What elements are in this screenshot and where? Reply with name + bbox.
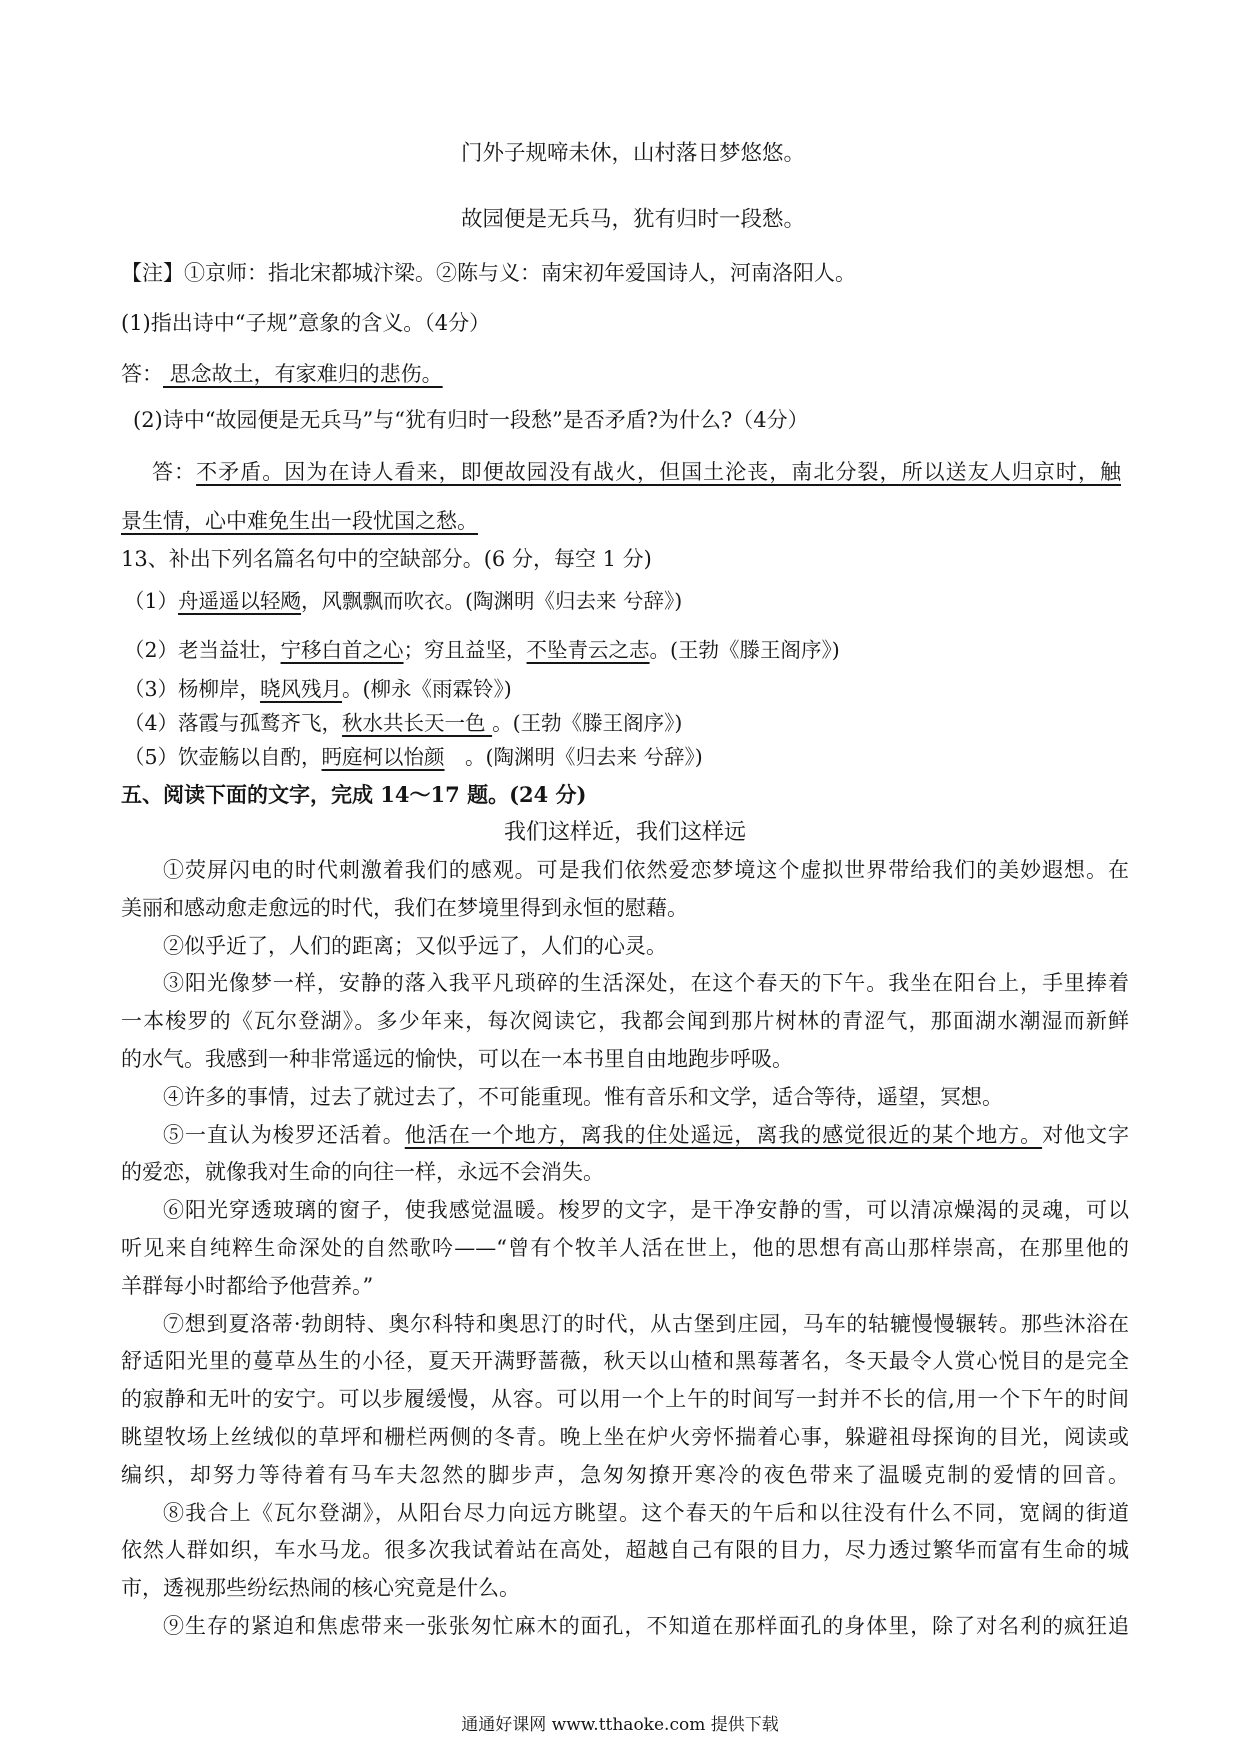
article-line: ③阳光像梦一样，安静的落入我平凡琐碎的生活深处，在这个春天的下午。我坐在阳台上，手里捧着 <box>163 971 1129 996</box>
article-line <box>121 1117 1129 1155</box>
article-line: 的水气。我感到一种非常遥远的愉快，可以在一本书里自由地跑步呼吸。 <box>121 1046 793 1071</box>
underlined-answer-text: 不坠青云之志 <box>526 638 650 662</box>
article-line: 羊群每小时都给予他营养。” <box>121 1273 374 1298</box>
annotation-note: 【注】①京师：指北宋都城汴梁。②陈与义：南宋初年爱国诗人，河南洛阳人。 <box>121 261 856 285</box>
article-line: 依然人群如织，车水马龙。很多次我试着站在高处，超越自己有限的目力，尽力透过繁华而富有生命的城 <box>121 1538 1129 1563</box>
paragraph-5 <box>121 1117 1129 1193</box>
underlined-answer-text: 秋水共长天一色 <box>342 711 493 735</box>
text-segment: ⑤一直认为梭罗还活着。 <box>163 1122 405 1147</box>
underlined-answer-text: 舟遥遥以轻飏 <box>178 589 302 613</box>
text-segment: 答： <box>152 460 197 484</box>
article-title: 我们这样近，我们这样远 <box>504 820 747 845</box>
paragraph-3 <box>121 965 1129 1078</box>
text-segment: ，风飘飘而吹衣。(陶渊明《归去来 兮辞》) <box>301 589 683 613</box>
article-line: 听见来自纯粹生命深处的自然歌吟——“曾有个牧羊人活在世上，他的思想有高山那样崇高，在那里他的 <box>121 1235 1129 1260</box>
question-1: (1)指出诗中“子规”意象的含义。（4分） <box>121 311 491 335</box>
article-body <box>121 852 1129 1646</box>
answer-2-line-1 <box>152 454 1121 490</box>
text-segment: （4）落霞与孤鹜齐飞， <box>124 711 343 735</box>
paragraph-6 <box>121 1192 1129 1305</box>
text-segment: 答： <box>121 362 163 386</box>
quote-item-3 <box>124 671 512 707</box>
text-segment: 对他文字 <box>1042 1122 1130 1147</box>
article-line: 眺望牧场上丝绒似的草坪和栅栏两侧的冬青。晚上坐在炉火旁怀揣着心事，躲避祖母探询的目光，阅读或 <box>121 1424 1129 1449</box>
paragraph-4 <box>121 1079 1129 1117</box>
text-segment: 。(柳永《雨霖铃》) <box>342 677 512 701</box>
text-segment: （1） <box>124 589 179 613</box>
paragraph-9 <box>121 1608 1129 1646</box>
article-line: ①荧屏闪电的时代刺激着我们的感观。可是我们依然爱恋梦境这个虚拟世界带给我们的美妙遐想。在 <box>163 858 1129 882</box>
article-line: ②似乎近了，人们的距离；又似乎远了，人们的心灵。 <box>163 933 667 958</box>
article-line: 的寂静和无叶的安宁。可以步履缓慢，从容。可以用一个上午的时间写一封并不长的信,用一个下午的时间 <box>121 1387 1129 1412</box>
quote-item-1 <box>124 583 682 619</box>
underlined-answer-text: 不矛盾。因为在诗人看来，即便故园没有战火，但国土沦丧，南北分裂，所以送友人归京时，触 <box>196 460 1121 484</box>
answer-2-line-2 <box>121 503 478 539</box>
article-line: ④许多的事情，过去了就过去了，不可能重现。惟有音乐和文学，适合等待，遥望，冥想。 <box>163 1084 1003 1109</box>
article-line: 市，透视那些纷纭热闹的核心究竟是什么。 <box>121 1576 520 1601</box>
text-segment: 。(陶渊明《归去来 兮辞》) <box>444 745 703 769</box>
article-line: 的爱恋，就像我对生命的向往一样，永远不会消失。 <box>121 1160 604 1185</box>
article-line: ⑧我合上《瓦尔登湖》，从阳台尽力向远方眺望。这个春天的午后和以往没有什么不同，宽阔的街道 <box>163 1500 1129 1525</box>
text-segment: （5）饮壶觞以自酌， <box>124 745 322 769</box>
quote-item-2 <box>124 632 840 668</box>
paragraph-7 <box>121 1306 1129 1495</box>
paragraph-2 <box>121 928 1129 966</box>
article-line: 一本梭罗的《瓦尔登湖》。多少年来，每次阅读它，我都会闻到那片树林的青涩气，那面湖水潮湿而新鲜 <box>121 1009 1129 1034</box>
underlined-answer-text: 晓风残月 <box>260 677 343 701</box>
underlined-answer-text: 景生情，心中难免生出一段忧国之愁。 <box>121 509 478 533</box>
article-line: 编织，却努力等待着有马车夫忽然的脚步声，急匆匆撩开寒冷的夜色带来了温暖克制的爱情的回音。 <box>121 1462 1129 1487</box>
question-13: 13、补出下列名篇名句中的空缺部分。(6 分，每空 1 分) <box>121 547 652 571</box>
page-footer: 通通好课网 www.tthaoke.com 提供下载 <box>461 1715 779 1735</box>
text-segment: ；穷且益坚， <box>403 638 527 662</box>
paragraph-1 <box>121 852 1129 928</box>
quote-item-5 <box>124 739 703 775</box>
text-segment: 。(王勃《滕王阁序》) <box>492 711 683 735</box>
underlined-answer-text: 思念故土，有家难归的悲伤。 <box>163 362 443 386</box>
text-segment: （2）老当益壮， <box>124 638 281 662</box>
answer-1 <box>121 356 443 392</box>
question-2: (2)诗中“故园便是无兵马”与“犹有归时一段愁”是否矛盾?为什么?（4分） <box>133 408 809 432</box>
underlined-answer-text: 他活在一个地方，离我的住处遥远，离我的感觉很近的某个地方。 <box>404 1122 1043 1147</box>
underlined-answer-text: 宁移白首之心 <box>280 638 404 662</box>
text-segment: 。(王勃《滕王阁序》) <box>649 638 840 662</box>
underlined-answer-text: 眄庭柯以怡颜 <box>321 745 445 769</box>
quote-item-4 <box>124 705 682 741</box>
article-line: ⑦想到夏洛蒂·勃朗特、奥尔科特和奥思汀的时代，从古堡到庄园，马车的轱辘慢慢辗转。那些沐浴在 <box>163 1311 1129 1336</box>
poem-line-2: 故园便是无兵马，犹有归时一段愁。 <box>461 207 806 232</box>
poem-line-1: 门外子规啼未休，山村落日梦悠悠。 <box>461 141 806 166</box>
article-line: ⑨生存的紧迫和焦虑带来一张张匆忙麻木的面孔，不知道在那样面孔的身体里，除了对名利的疯狂追 <box>163 1613 1129 1638</box>
article-line: 美丽和感动愈走愈远的时代，我们在梦境里得到永恒的慰藉。 <box>121 895 688 920</box>
article-line: 舒适阳光里的蔓草丛生的小径，夏天开满野蔷薇，秋天以山楂和黑莓著名，冬天最令人赏心悦目的是完全 <box>121 1349 1129 1374</box>
paragraph-8 <box>121 1495 1129 1608</box>
text-segment: （3）杨柳岸， <box>124 677 261 701</box>
section-heading: 五、阅读下面的文字，完成 14～17 题。(24 分) <box>121 782 587 807</box>
article-line: ⑥阳光穿透玻璃的窗子，使我感觉温暖。梭罗的文字，是干净安静的雪，可以清凉燥渴的灵魂，可以 <box>163 1198 1129 1223</box>
